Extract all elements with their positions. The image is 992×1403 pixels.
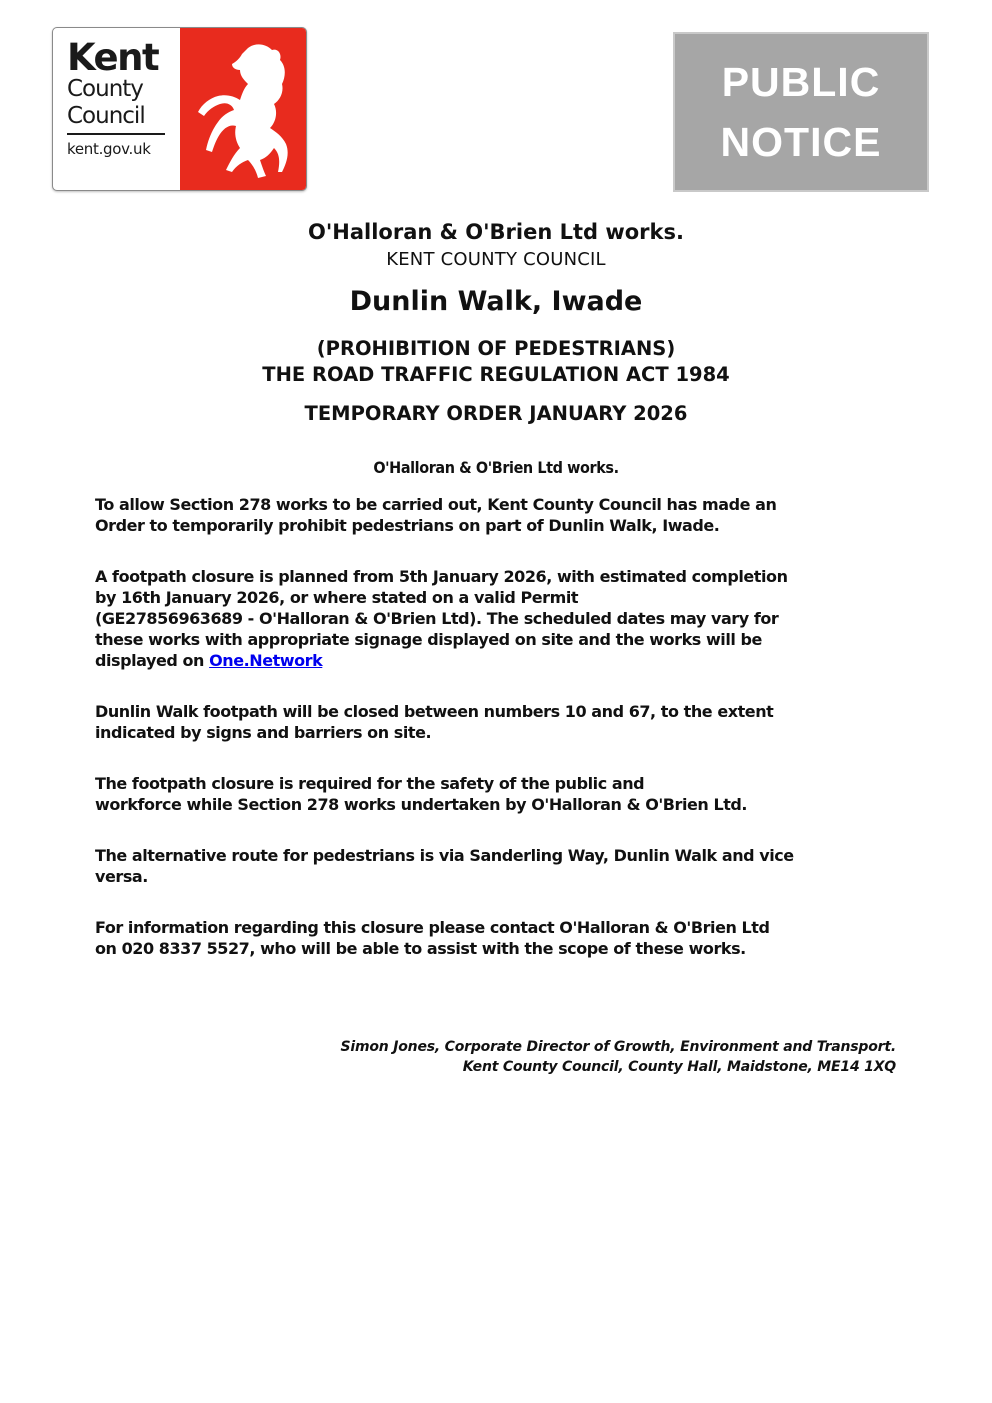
paragraph-closure-reason <box>95 773 895 815</box>
link-prefix: displayed on <box>95 651 210 670</box>
paragraph-contact-info <box>95 917 895 959</box>
paragraph-line: The footpath closure is required for the safety of the public and <box>95 774 645 793</box>
paragraph-line: on 020 8337 5527, who will be able to assist with the scope of these works. <box>95 939 746 958</box>
kent-county-council-logo <box>52 27 307 191</box>
council-address: Kent County Council, County Hall, Maidstone, ME14 1XQ <box>462 1059 896 1075</box>
paragraph-line: The alternative route for pedestrians is via Sanderling Way, Dunlin Walk and vice <box>95 846 794 865</box>
paragraph-closure-extent <box>95 701 895 743</box>
white-horse-icon <box>186 36 298 182</box>
paragraph-line: these works with appropriate signage displayed on site and the works will be <box>95 630 762 649</box>
authority-name: KENT COUNTY COUNCIL <box>386 249 606 270</box>
prohibition-heading <box>0 336 992 388</box>
paragraph-line: indicated by signs and barriers on site. <box>95 723 432 742</box>
logo-divider <box>67 133 165 135</box>
paragraph-line: workforce while Section 278 works undertaken by O'Halloran & O'Brien Ltd. <box>95 795 748 814</box>
paragraph-line <box>95 650 895 671</box>
works-subtitle: O'Halloran & O'Brien Ltd works. <box>373 458 619 477</box>
paragraph-line: Order to temporarily prohibit pedestrians on part of Dunlin Walk, Iwade. <box>95 516 720 535</box>
paragraph-line: versa. <box>95 867 148 886</box>
paragraph-order-purpose <box>95 494 895 536</box>
paragraph-line: A footpath closure is planned from 5th January 2026, with estimated completion <box>95 567 788 586</box>
signatory: Simon Jones, Corporate Director of Growth, Environment and Transport. <box>340 1039 896 1055</box>
paragraph-line: To allow Section 278 works to be carried out, Kent County Council has made an <box>95 495 777 514</box>
public-notice-badge <box>673 32 929 192</box>
street-title: Dunlin Walk, Iwade <box>349 286 643 317</box>
signature-block <box>341 1037 896 1077</box>
logo-line-county: County <box>67 76 143 102</box>
paragraph-closure-dates <box>95 566 895 671</box>
paragraph-line: Dunlin Walk footpath will be closed between numbers 10 and 67, to the extent <box>95 702 774 721</box>
act-title: THE ROAD TRAFFIC REGULATION ACT 1984 <box>262 363 730 386</box>
paragraph-line: For information regarding this closure please contact O'Halloran & O'Brien Ltd <box>95 918 770 937</box>
paragraph-line: by 16th January 2026, or where stated on a valid Permit <box>95 588 579 607</box>
paragraph-line: (GE27856963689 - O'Halloran & O'Brien Ltd). The scheduled dates may vary for <box>95 609 779 628</box>
order-title: TEMPORARY ORDER JANUARY 2026 <box>304 402 688 425</box>
notice-line-notice: NOTICE <box>720 119 882 165</box>
prohibition-type: (PROHIBITION OF PEDESTRIANS) <box>316 337 676 360</box>
logo-url: kent.gov.uk <box>67 140 151 158</box>
notice-line-public: PUBLIC <box>721 59 881 105</box>
works-title: O'Halloran & O'Brien Ltd works. <box>307 220 684 244</box>
one-network-link[interactable]: One.Network <box>209 651 323 670</box>
logo-wordmark <box>53 28 180 190</box>
logo-red-panel <box>180 28 306 190</box>
logo-line-kent: Kent <box>67 36 159 79</box>
logo-line-council: Council <box>67 103 145 129</box>
paragraph-alternative-route <box>95 845 895 887</box>
